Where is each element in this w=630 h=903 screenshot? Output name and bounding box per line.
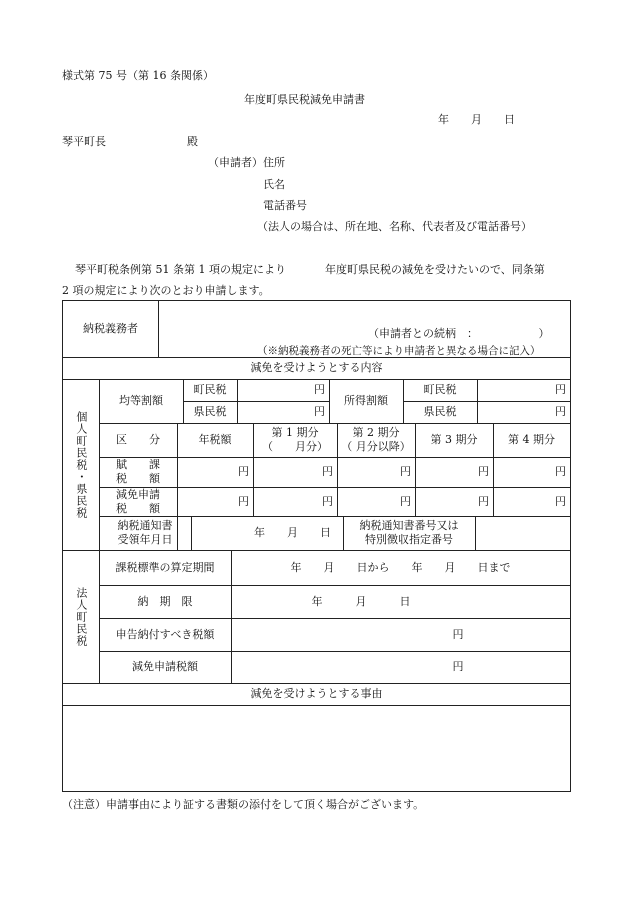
term1-header: 第 1 期分 （ 月分） [262, 426, 328, 453]
income-pref-label: 県民税 [423, 405, 457, 419]
body-text-2: 2 項の規定により次のとおり申請します。 [62, 284, 270, 297]
per-capita-pref-label: 県民税 [193, 405, 227, 419]
annual-header: 年税額 [198, 433, 232, 447]
address-label: 住所 [263, 156, 285, 169]
honorific: 殿 [187, 135, 198, 148]
income-town-label: 町民税 [423, 383, 457, 397]
applicant-prefix: （申請者） [208, 156, 263, 169]
notice-date-value: 年 月 日 [254, 526, 331, 540]
term4-header: 第 4 期分 [508, 433, 555, 447]
form-number: 様式第 75 号（第 16 条関係） [62, 69, 214, 82]
income-label: 所得割額 [344, 394, 388, 408]
application-table [62, 300, 571, 792]
footnote: （注意）申請事由により証する書類の添付をして頂く場合がございます。 [62, 798, 425, 811]
declared-yen: 円 [452, 627, 464, 641]
reduction-label: 減免申請 税 額 [116, 487, 160, 515]
income-pref-yen: 円 [555, 405, 566, 419]
per-capita-pref-yen: 円 [314, 405, 325, 419]
assessed-label: 賦 課 税 額 [116, 458, 160, 485]
reduction-term3-yen: 円 [478, 494, 489, 508]
assessed-term2-yen: 円 [400, 465, 411, 479]
body-text-1b: 年度町県民税の減免を受けたいので、同条第 [325, 263, 545, 276]
reduction-annual-yen: 円 [238, 494, 249, 508]
corporate-tax-label: 法人町民税 [74, 586, 88, 647]
addressee: 琴平町長 [62, 135, 106, 148]
assessed-term1-yen: 円 [322, 465, 333, 479]
per-capita-town-label: 町民税 [193, 383, 227, 397]
period-label: 課税標準の算定期間 [115, 560, 215, 574]
phone-label: 電話番号 [263, 199, 307, 212]
period-value: 年 月 日から 年 月 日まで [290, 560, 511, 574]
relation-label: （申請者との続柄 ： ） [368, 327, 550, 340]
declared-label: 申告納付すべき税額 [115, 627, 215, 641]
notice-date-label: 納税通知書 受領年月日 [117, 519, 173, 546]
per-capita-label: 均等割額 [119, 394, 163, 408]
notice-number-label: 納税通知書番号又は 特別徴収指定番号 [359, 519, 459, 546]
content-header: 減免を受けようとする内容 [250, 361, 383, 375]
income-town-yen: 円 [555, 383, 566, 397]
deadline-value: 年 月 日 [311, 594, 411, 608]
kubun-header: 区 分 [116, 433, 160, 447]
date-line: 年 月 日 [438, 113, 515, 126]
request-yen: 円 [452, 660, 464, 674]
assessed-term4-yen: 円 [555, 465, 566, 479]
corp-note: （法人の場合は、所在地、名称、代表者及び電話番号） [257, 220, 532, 233]
reduction-term1-yen: 円 [322, 494, 333, 508]
reduction-term2-yen: 円 [400, 494, 411, 508]
request-label: 減免申請税額 [132, 660, 198, 674]
taxpayer-label: 納税義務者 [83, 322, 138, 336]
name-label: 氏名 [263, 178, 285, 191]
per-capita-town-yen: 円 [314, 383, 325, 397]
assessed-term3-yen: 円 [478, 465, 489, 479]
individual-tax-label: 個人町民税・県民税 [74, 410, 88, 519]
reason-header: 減免を受けようとする事由 [250, 687, 383, 701]
relation-note: （※納税義務者の死亡等により申請者と異なる場合に記入） [257, 345, 541, 357]
body-text-1a: 琴平町税条例第 51 条第 1 項の規定により [75, 263, 286, 276]
form-title: 年度町県民税減免申請書 [244, 93, 365, 106]
deadline-label: 納 期 限 [137, 594, 193, 608]
assessed-annual-yen: 円 [238, 465, 249, 479]
term3-header: 第 3 期分 [430, 433, 478, 447]
reduction-term4-yen: 円 [555, 494, 566, 508]
term2-header: 第 2 期分 （ 月分以降） [341, 426, 411, 453]
